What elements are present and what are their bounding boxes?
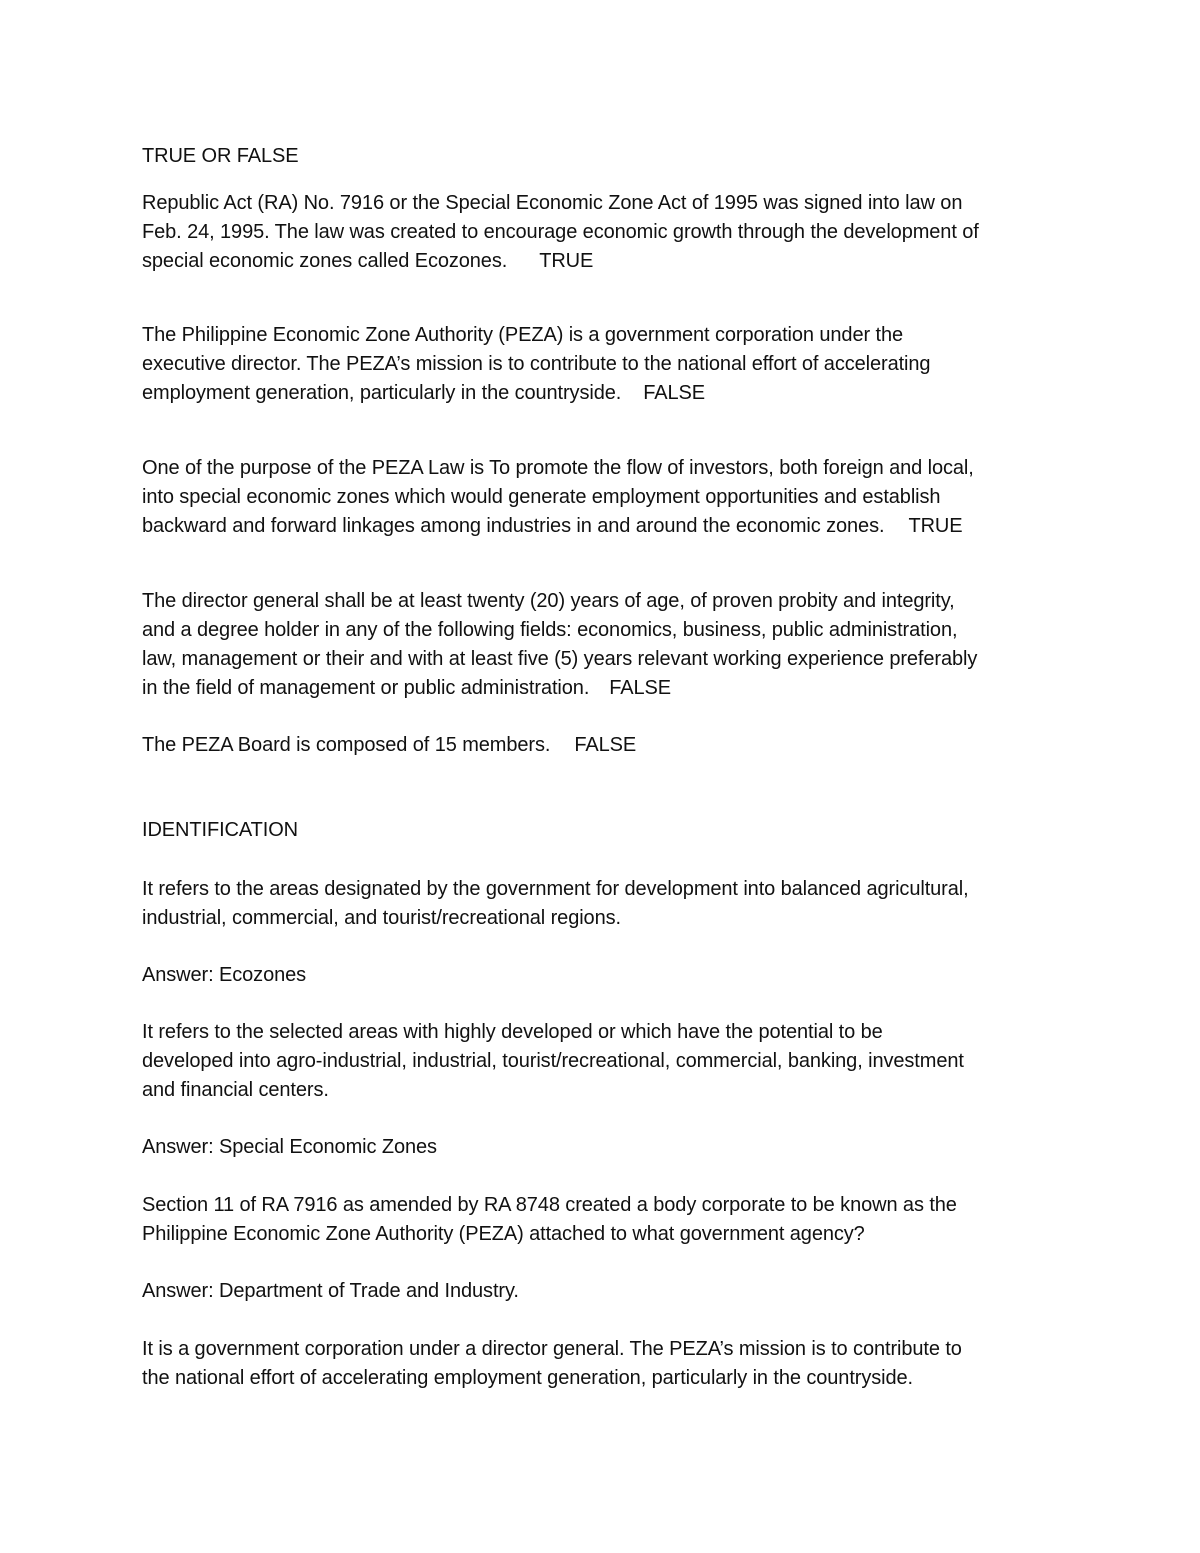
tf-question-3-line-3: backward and forward linkages among industries in and around the economic zones. TRUE: [142, 512, 1072, 541]
tf-question-1-line-3: special economic zones called Ecozones. TRUE: [142, 247, 1072, 276]
id-question-3-line-2: Philippine Economic Zone Authority (PEZA) attached to what government agency?: [142, 1223, 865, 1245]
tf-question-4-line-3: law, management or their and with at least five (5) years relevant working experience preferably: [142, 648, 978, 670]
tf-question-3-line-2: into special economic zones which would generate employment opportunities and establish: [142, 486, 941, 508]
tf-question-5: [142, 731, 1072, 760]
id-question-3: [142, 1191, 1072, 1249]
id-question-1-line-2: industrial, commercial, and tourist/recreational regions.: [142, 907, 621, 929]
tf-answer-3: TRUE: [908, 515, 963, 537]
id-question-2-line-3: and financial centers.: [142, 1079, 329, 1101]
tf-answer-1: TRUE: [539, 250, 594, 272]
tf-answer-5: FALSE: [574, 734, 637, 756]
tf-question-2-line-1: The Philippine Economic Zone Authority (PEZA) is a government corporation under the: [142, 324, 903, 346]
id-question-3-line-1: Section 11 of RA 7916 as amended by RA 8748 created a body corporate to be known as the: [142, 1194, 957, 1216]
tf-question-2-line-2: executive director. The PEZA’s mission is to contribute to the national effort of accelerating: [142, 353, 931, 375]
tf-question-3: [142, 454, 1072, 541]
tf-question-3-line-1: One of the purpose of the PEZA Law is To promote the flow of investors, both foreign and local,: [142, 457, 974, 479]
id-question-2: [142, 1018, 1072, 1105]
tf-question-4-line-4: in the field of management or public administration. FALSE: [142, 674, 1072, 703]
section-heading-identification: IDENTIFICATION: [142, 819, 299, 841]
id-question-4-line-2: the national effort of accelerating employment generation, particularly in the countryside.: [142, 1367, 913, 1389]
section-heading-true-false: TRUE OR FALSE: [142, 145, 299, 167]
tf-answer-2: FALSE: [643, 382, 705, 404]
id-answer-2: Answer: Special Economic Zones: [142, 1136, 437, 1158]
tf-answer-4: FALSE: [609, 677, 672, 699]
id-question-4-line-1: It is a government corporation under a director general. The PEZA’s mission is to contribute to: [142, 1338, 962, 1360]
id-question-2-line-2: developed into agro-industrial, industrial, tourist/recreational, commercial, banking, investment: [142, 1050, 964, 1072]
tf-question-4-line-1: The director general shall be at least twenty (20) years of age, of proven probity and integrity,: [142, 590, 955, 612]
id-answer-1: Answer: Ecozones: [142, 964, 307, 986]
id-question-1: [142, 875, 1072, 933]
id-question-1-line-1: It refers to the areas designated by the government for development into balanced agricultural,: [142, 878, 969, 900]
tf-question-1-line-2: Feb. 24, 1995. The law was created to encourage economic growth through the development of: [142, 221, 979, 243]
tf-question-5-line-1: The PEZA Board is composed of 15 members. FALSE: [142, 731, 1072, 760]
tf-question-2-line-3: employment generation, particularly in the countryside. FALSE: [142, 379, 1072, 408]
tf-question-2: [142, 321, 1072, 408]
tf-question-1-line-1: Republic Act (RA) No. 7916 or the Special Economic Zone Act of 1995 was signed into law on: [142, 192, 963, 214]
id-question-2-line-1: It refers to the selected areas with highly developed or which have the potential to be: [142, 1021, 883, 1043]
tf-question-4: [142, 587, 1072, 703]
tf-question-4-line-2: and a degree holder in any of the following fields: economics, business, public administration,: [142, 619, 958, 641]
id-question-4: [142, 1335, 1072, 1393]
id-answer-3: Answer: Department of Trade and Industry.: [142, 1280, 519, 1302]
tf-question-1: [142, 189, 1072, 276]
